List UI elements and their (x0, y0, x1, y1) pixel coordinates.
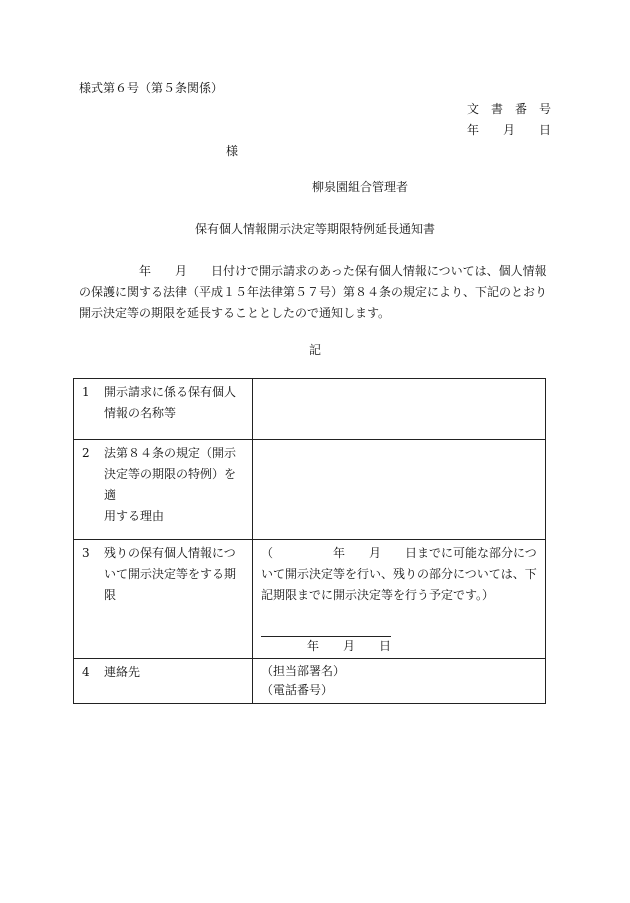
body-line: の保護に関する法律（平成１５年法律第５７号）第８４条の規定により、下記のとおり (79, 285, 548, 299)
table-row (74, 440, 546, 540)
row-label (74, 379, 253, 440)
sender-name: 柳泉園組合管理者 (312, 180, 409, 194)
document-number-label: 文 書 番 号 (466, 102, 551, 116)
table-row (74, 659, 546, 704)
row-number: 4 (82, 665, 90, 679)
body-text (79, 261, 552, 324)
row-number: 1 (82, 385, 90, 399)
label-text: 用する理由 (104, 509, 165, 523)
content-text: （ 年 月 日までに可能な部分につ (261, 546, 537, 560)
document-title: 保有個人情報開示決定等期限特例延長通知書 (194, 222, 435, 236)
label-text: 連絡先 (104, 665, 141, 679)
row-label (74, 540, 253, 659)
form-number: 様式第６号（第５条関係） (79, 81, 224, 95)
table-row (74, 540, 546, 659)
row-number: 3 (82, 546, 90, 560)
row-label (74, 659, 253, 704)
row-content (253, 379, 546, 440)
label-text: 情報の名称等 (104, 406, 177, 420)
row-label (74, 440, 253, 540)
contact-dept: （担当部署名） (261, 664, 346, 678)
label-text: 法第８４条の規定（開示 (104, 446, 237, 460)
recipient-suffix: 様 (226, 144, 239, 158)
content-text: いて開示決定等を行い、残りの部分については、下 (261, 567, 537, 581)
date-label: 年 月 日 (466, 123, 551, 137)
content-text: 記期限までに開示決定等を行う予定です。） (261, 588, 495, 602)
label-text: いて開示決定等をする期限 (104, 567, 237, 602)
row-content (253, 659, 546, 704)
contact-phone: （電話番号） (261, 683, 334, 697)
body-line: 年 月 日付けで開示請求のあった保有個人情報については、個人情報 (79, 264, 547, 278)
label-text: 残りの保有個人情報につ (104, 546, 236, 560)
label-text: 決定等の期限の特例）を適 (104, 467, 237, 502)
row-content (253, 440, 546, 540)
body-line: 開示決定等の期限を延長することとしたので通知します。 (79, 306, 391, 320)
ki-heading: 記 (308, 343, 321, 357)
row-content (253, 540, 546, 659)
deadline-date: 年 月 日 (261, 636, 391, 655)
details-table (73, 378, 546, 704)
label-text: 開示請求に係る保有個人 (104, 385, 237, 399)
table-row (74, 379, 546, 440)
row-number: 2 (82, 446, 90, 460)
